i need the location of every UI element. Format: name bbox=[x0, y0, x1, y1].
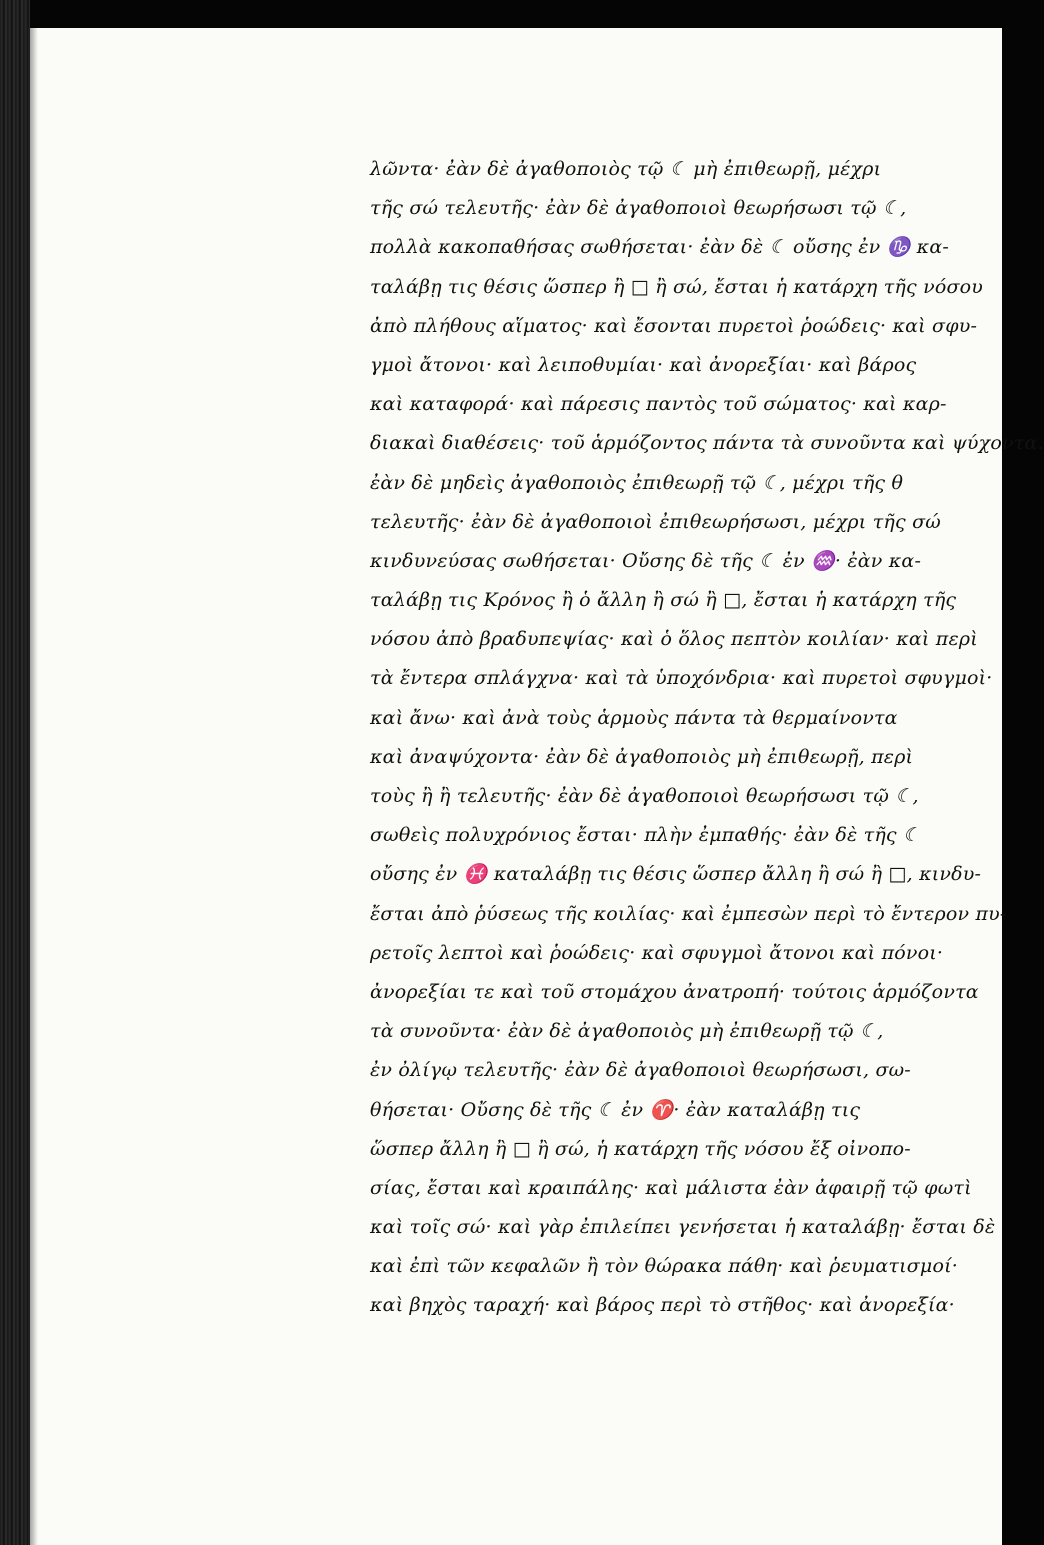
manuscript-line: ἀπὸ πλήθους αἵματος· καὶ ἔσονται πυρετοὶ ῥοώδεις· καὶ σφυ- bbox=[370, 314, 978, 337]
manuscript-line: τελευτῆς· ἐὰν δὲ ἀγαθοποιοὶ ἐπιθεωρήσωσι, μέχρι τῆς σώ bbox=[370, 510, 941, 533]
manuscript-line: καὶ καταφορά· καὶ πάρεσις παντὸς τοῦ σώματος· καὶ καρ- bbox=[370, 393, 947, 416]
manuscript-line: καὶ ἄνω· καὶ ἀνὰ τοὺς ἁρμοὺς πάντα τὰ θερμαίνοντα bbox=[370, 706, 898, 729]
manuscript-line: τὰ συνοῦντα· ἐὰν δὲ ἀγαθοποιὸς μὴ ἐπιθεωρῇ τῷ ☾, bbox=[370, 1020, 884, 1043]
manuscript-line: νόσου ἀπὸ βραδυπεψίας· καὶ ὁ ὅλος πεπτὸν κοιλίαν· καὶ περὶ bbox=[370, 628, 978, 651]
manuscript-line: πολλὰ κακοπαθήσας σωθήσεται· ἐὰν δὲ ☾ οὔσης ἐν ♑ κα- bbox=[370, 236, 949, 259]
manuscript-line: διακαὶ διαθέσεις· τοῦ ἁρμόζοντος πάντα τὰ συνοῦντα καὶ ψύχοντα. bbox=[370, 432, 1044, 455]
manuscript-line: καὶ τοῖς σώ· καὶ γὰρ ἐπιλείπει γενήσεται ἡ καταλάβῃ· ἔσται δὲ bbox=[370, 1216, 996, 1239]
manuscript-text-block bbox=[370, 150, 1044, 1326]
manuscript-line: ἔσται ἀπὸ ῥύσεως τῆς κοιλίας· καὶ ἐμπεσὼν περὶ τὸ ἔντερον πυ- bbox=[370, 902, 1007, 925]
manuscript-line: ἐὰν δὲ μηδεὶς ἀγαθοποιὸς ἐπιθεωρῇ τῷ ☾, μέχρι τῆς θ bbox=[370, 471, 904, 494]
manuscript-line: τῆς σώ τελευτῆς· ἐὰν δὲ ἀγαθοποιοὶ θεωρήσωσι τῷ ☾, bbox=[370, 197, 907, 220]
book-spine bbox=[0, 0, 30, 1545]
manuscript-line: ἐν ὀλίγῳ τελευτῆς· ἐὰν δὲ ἀγαθοποιοὶ θεωρήσωσι, σω- bbox=[370, 1059, 911, 1082]
manuscript-line: γμοὶ ἄτονοι· καὶ λειποθυμίαι· καὶ ἀνορεξίαι· καὶ βάρος bbox=[370, 353, 917, 376]
manuscript-line: ταλάβῃ τις θέσις ὥσπερ ἢ □ ἢ σώ, ἔσται ἡ κατάρχη τῆς νόσου bbox=[370, 275, 984, 298]
manuscript-line: σίας, ἔσται καὶ κραιπάλης· καὶ μάλιστα ἐὰν ἀφαιρῇ τῷ φωτὶ bbox=[370, 1176, 972, 1199]
manuscript-line: θήσεται· Οὔσης δὲ τῆς ☾ ἐν ♈· ἐὰν καταλάβῃ τις bbox=[370, 1098, 861, 1121]
manuscript-line: ἀνορεξίαι τε καὶ τοῦ στομάχου ἀνατροπή· τούτοις ἁρμόζοντα bbox=[370, 980, 979, 1003]
manuscript-line: ὥσπερ ἄλλη ἢ □ ἢ σώ, ἡ κατάρχη τῆς νόσου ἔξ οἰνοπο- bbox=[370, 1137, 911, 1160]
manuscript-line: τὰ ἔντερα σπλάγχνα· καὶ τὰ ὑποχόνδρια· καὶ πυρετοὶ σφυγμοὶ· bbox=[370, 667, 993, 690]
manuscript-line: ρετοῖς λεπτοὶ καὶ ῥοώδεις· καὶ σφυγμοὶ ἄτονοι καὶ πόνοι· bbox=[370, 941, 944, 964]
manuscript-line: καὶ ἀναψύχοντα· ἐὰν δὲ ἀγαθοποιὸς μὴ ἐπιθεωρῇ, περὶ bbox=[370, 745, 914, 768]
manuscript-line: σωθεὶς πολυχρόνιος ἔσται· πλὴν ἐμπαθής· ἐὰν δὲ τῆς ☾ bbox=[370, 824, 921, 847]
manuscript-line: λῶντα· ἐὰν δὲ ἀγαθοποιὸς τῷ ☾ μὴ ἐπιθεωρῇ, μέχρι bbox=[370, 158, 882, 180]
manuscript-line: τοὺς ἢ ἢ τελευτῆς· ἐὰν δὲ ἀγαθοποιοὶ θεωρήσωσι τῷ ☾, bbox=[370, 785, 919, 807]
manuscript-line: καὶ ἐπὶ τῶν κεφαλῶν ἢ τὸν θώρακα πάθη· καὶ ῥευματισμοί· bbox=[370, 1255, 958, 1278]
manuscript-line: οὔσης ἐν ♓ καταλάβῃ τις θέσις ὥσπερ ἄλλη ἢ σώ ἢ □, κινδυ- bbox=[370, 863, 982, 886]
manuscript-line: κινδυνεύσας σωθήσεται· Οὔσης δὲ τῆς ☾ ἐν ♒· ἐὰν κα- bbox=[370, 549, 922, 572]
manuscript-line: ταλάβῃ τις Κρόνος ἢ ὁ ἄλλη ἢ σώ ἢ □, ἔσται ἡ κατάρχη τῆς bbox=[370, 589, 957, 612]
manuscript-line: καὶ βηχὸς ταραχή· καὶ βάρος περὶ τὸ στῆθος· καὶ ἀνορεξία· bbox=[370, 1294, 955, 1317]
gutter-shadow bbox=[30, 28, 38, 1545]
